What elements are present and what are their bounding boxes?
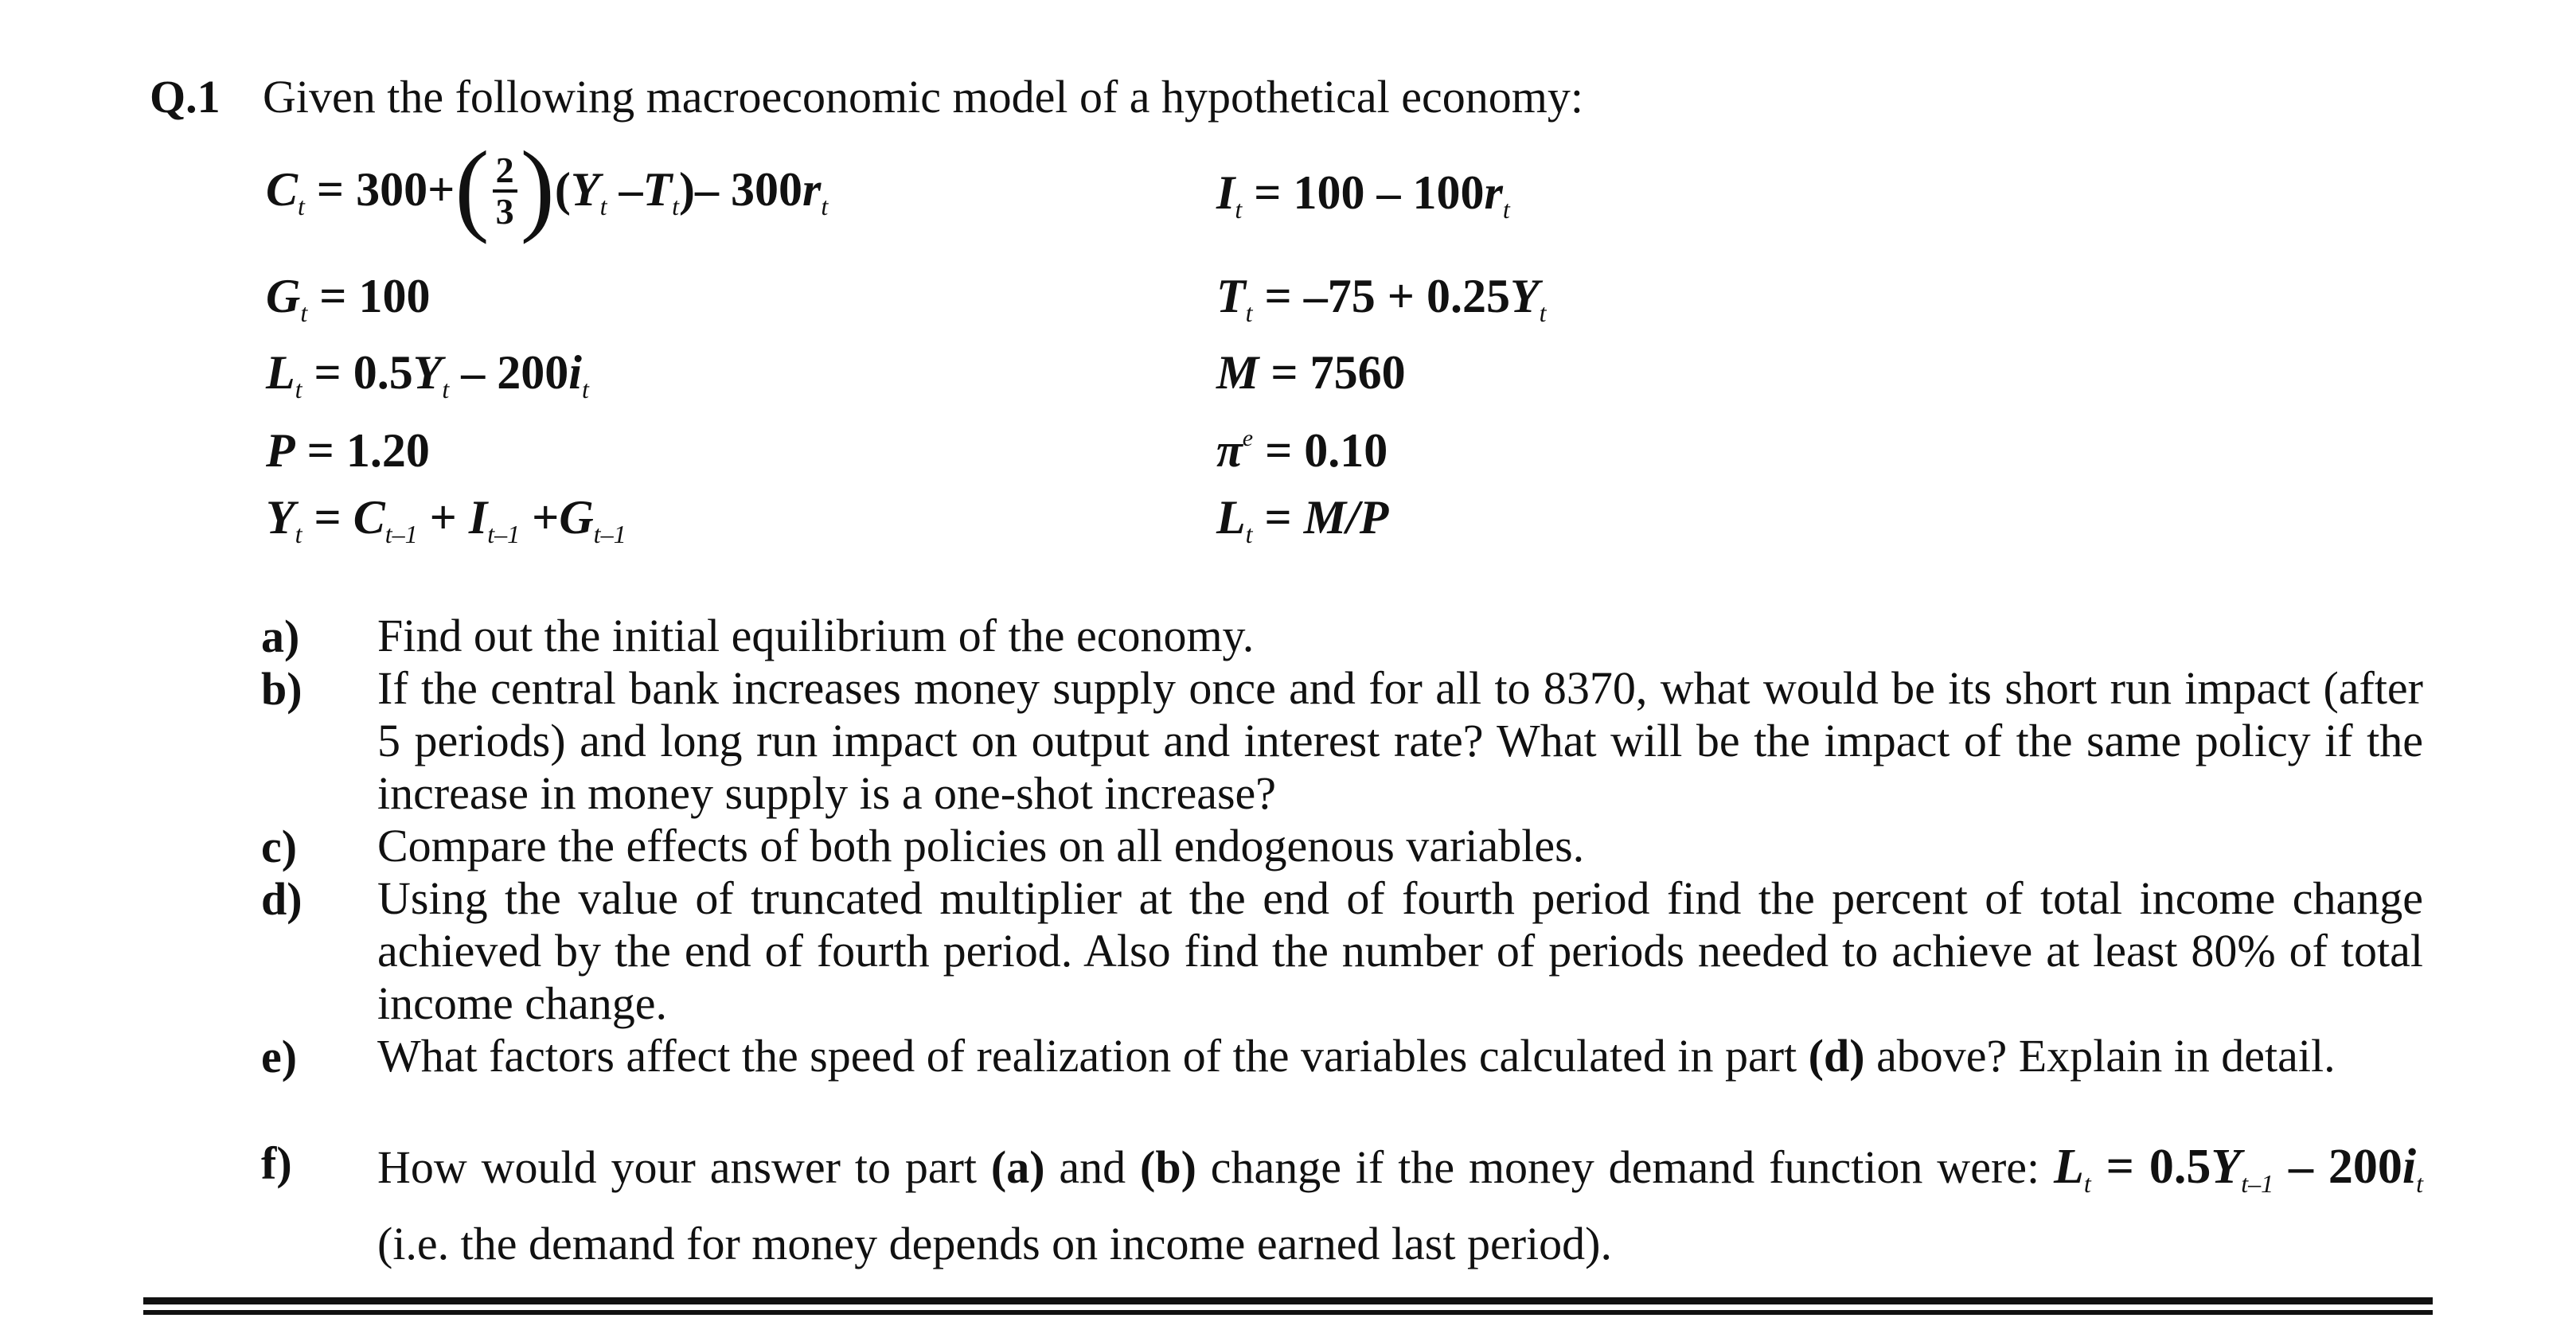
part-label: a) (261, 610, 300, 662)
eq-money-supply: M = 7560 (1216, 346, 1406, 399)
eq-money-market-equilibrium: $L_t = M/P$ (1216, 491, 1389, 548)
part-text: Compare the effects of both policies on all endogenous variables. (377, 820, 1585, 872)
part-label: e) (261, 1031, 298, 1082)
part-label: c) (261, 821, 298, 872)
eq-taxes: $T_t = -75 + 0.25Y_t$ (1216, 270, 1547, 327)
eq-output: $Y_t = C_{t-1} + I_{t-1} +G_{t-1}$ (266, 491, 626, 548)
part-text: If the central bank increases money supply once and for all to 8370, what would be its short run impact (after 5 periods) and long run impact on output and interest rate? What will be the impact of the same policy if the increase in money supply is a one-shot increase? (377, 662, 2423, 819)
part-label: b) (261, 663, 302, 715)
question-number: Q.1 (150, 71, 221, 123)
part-text: Find out the initial equilibrium of the economy. (377, 610, 1255, 661)
eq-money-demand: $L_t = 0.5Y_t - 200i_t$ (266, 346, 589, 404)
eq-consumption: $C_t = 300+$( $\frac{2}{3}$ )($Y_t$ $-T_t)-$ $300r_t$ (266, 131, 829, 245)
bottom-rule-thin (143, 1310, 2433, 1315)
part-label: d) (261, 873, 302, 925)
part-text: What factors affect the speed of realization of the variables calculated in part (d) above? Explain in detail. (377, 1030, 2336, 1082)
eq-expected-inflation: $\pi^e = 0.10$ (1216, 424, 1388, 477)
bottom-rule-thick (143, 1297, 2433, 1304)
part-label: f) (261, 1137, 292, 1189)
money-demand-formula: $L_t = 0.5Y_{t-1} - 200i_t$ (2054, 1140, 2424, 1198)
eq-government: $G_t = 100$ (266, 270, 431, 327)
part-text: How would your answer to part (a) and (b) change if the money demand function were: $L_t = 0.5Y_{t-1} - 200i_t$ (i.e. the demand for money depends on income earned last period). (377, 1140, 2424, 1269)
part-text: Using the value of truncated multiplier at the end of fourth period find the percent of total income change achieved by the end of fourth period. Also find the number of periods needed to achieve at least 80% of total income change. (377, 872, 2423, 1029)
eq-investment: $I_t = 100 - 100r_t$ (1216, 166, 1510, 224)
eq-price: P = 1.20 (266, 424, 430, 477)
question-prompt: Given the following macroeconomic model of a hypothetical economy: (263, 71, 1583, 123)
